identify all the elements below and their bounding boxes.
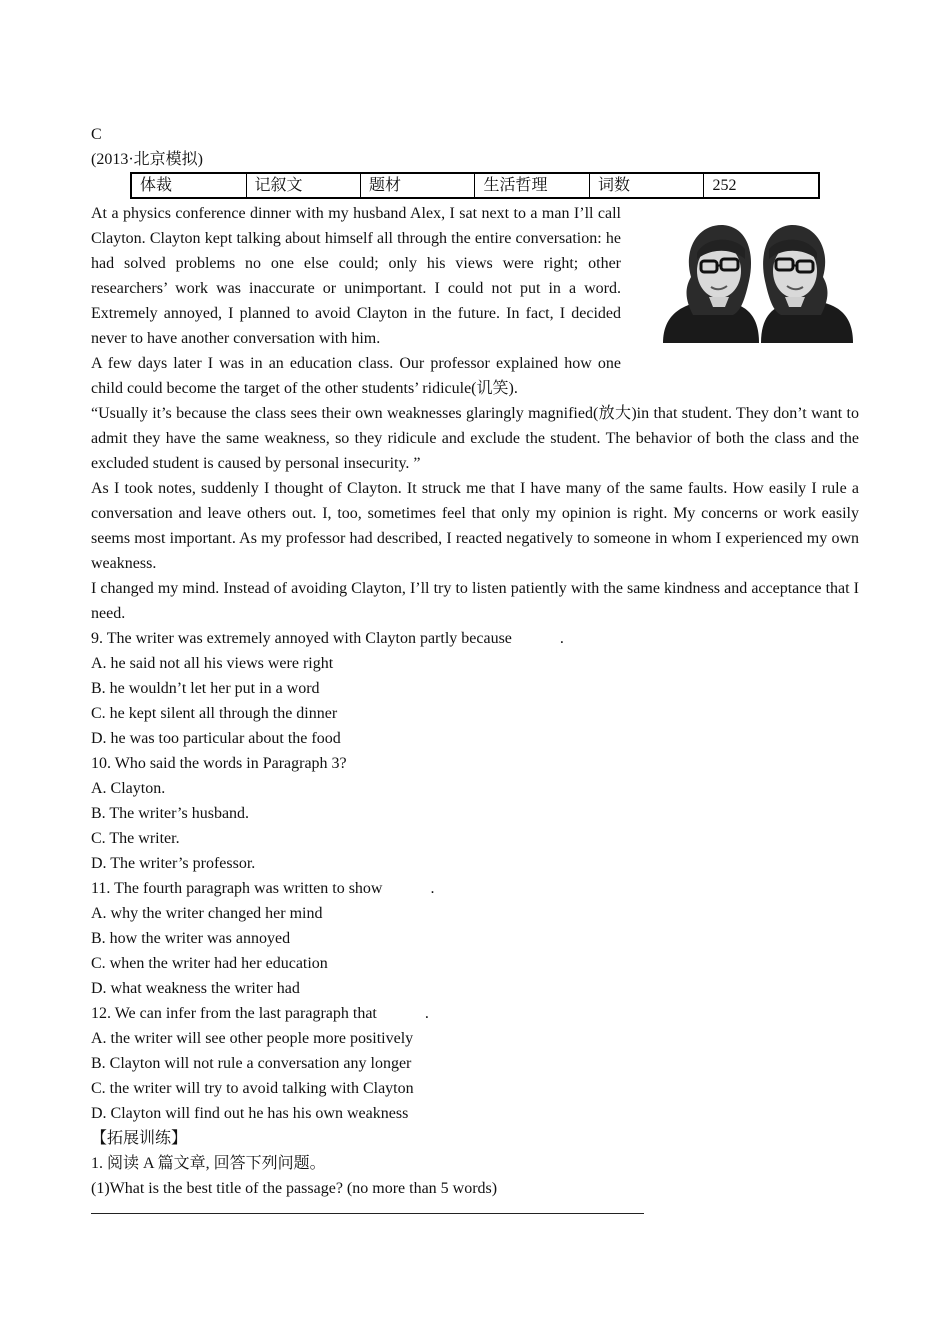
passage-paragraph-2: A few days later I was in an education class. Our professor explained how one child could become the target of the other students’ ridicule(讥笑). (91, 355, 621, 397)
option: C. The writer. (91, 830, 180, 847)
option: C. he kept silent all through the dinner (91, 705, 338, 722)
option: B. he wouldn’t let her put in a word (91, 680, 320, 697)
info-cell-wordcount-label: 词数 (589, 173, 703, 198)
question-11: 11. The fourth paragraph was written to show . A. why the writer changed her mind B. how the writer was annoyed C. when the writer had her education D. what weakness the writer had (91, 876, 859, 1001)
option: A. he said not all his views were right (91, 655, 334, 672)
info-cell-genre-value: 记叙文 (246, 173, 360, 198)
option: A. why the writer changed her mind (91, 905, 323, 922)
extension-task: 1. 阅读 A 篇文章, 回答下列问题。 (91, 1155, 326, 1172)
section-letter: C (91, 126, 102, 143)
passage-top (91, 201, 859, 401)
extension-question-1: (1)What is the best title of the passage? (no more than 5 words) (91, 1180, 498, 1197)
option: B. Clayton will not rule a conversation any longer (91, 1055, 412, 1072)
option: D. he was too particular about the food (91, 730, 341, 747)
question-10 (91, 751, 859, 876)
question-stem: 11. The fourth paragraph was written to show (91, 880, 383, 897)
option: A. Clayton. (91, 780, 166, 797)
question-stem: 9. The writer was extremely annoyed with Clayton partly because (91, 630, 512, 647)
option: C. when the writer had her education (91, 955, 328, 972)
info-cell-genre-label: 体裁 (131, 173, 246, 198)
illustration-svg (653, 219, 859, 343)
passage-paragraph-4: As I took notes, suddenly I thought of Clayton. It struck me that I have many of the same faults. How easily I rule a conversation and leave others out. I, too, sometimes feel that only my opinion is right. My concerns or work easily seems most important. As my professor had described, I reacted negatively to someone in whom I experienced my own weakness. (91, 480, 859, 572)
option: D. Clayton will find out he has his own weakness (91, 1105, 409, 1122)
question-12: 12. We can infer from the last paragraph that . A. the writer will see other people more positively B. Clayton will not rule a conversation any longer C. the writer will try to avoid talking with Clayton D. Clayton will find out he has his own weakness (91, 1001, 859, 1126)
option: B. how the writer was annoyed (91, 930, 291, 947)
option: C. the writer will try to avoid talking with Clayton (91, 1080, 414, 1097)
info-cell-topic-label: 题材 (360, 173, 474, 198)
option: B. The writer’s husband. (91, 805, 250, 822)
option: D. The writer’s professor. (91, 855, 256, 872)
option: A. the writer will see other people more positively (91, 1030, 414, 1047)
info-cell-wordcount-value: 252 (704, 173, 819, 198)
passage-paragraph-5: I changed my mind. Instead of avoiding Clayton, I’ll try to listen patiently with the same kindness and acceptance that I need. (91, 580, 859, 622)
illustration-two-women (653, 219, 859, 343)
passage-paragraph-3: “Usually it’s because the class sees their own weaknesses glaringly magnified(放大)in that student. They don’t want to admit they have the same weakness, so they ridicule and exclude the student. The behavior of both the class and the excluded student is caused by personal insecurity. ” (91, 405, 859, 472)
answer-line[interactable] (91, 1201, 859, 1226)
question-stem: 12. We can infer from the last paragraph that (91, 1005, 377, 1022)
info-table (130, 172, 820, 199)
info-cell-topic-value: 生活哲理 (475, 173, 589, 198)
question-9: 9. The writer was extremely annoyed with Clayton partly because . A. he said not all his views were right B. he wouldn’t let her put in a word C. he kept silent all through the dinner D. he was too particular about the food (91, 626, 859, 751)
document-page (91, 122, 859, 1226)
extension-heading: 【拓展训练】 (91, 1130, 188, 1147)
source-note: (2013·北京模拟) (91, 151, 203, 168)
option: D. what weakness the writer had (91, 980, 300, 997)
question-stem: 10. Who said the words in Paragraph 3? (91, 755, 347, 772)
passage-paragraph-1: At a physics conference dinner with my husband Alex, I sat next to a man I’ll call Clayton. Clayton kept talking about himself all through the entire conversation: he had solved problems no one else could; only his views were right; other researchers’ work was inaccurate or unimportant. I could not put in a word. Extremely annoyed, I planned to avoid Clayton in the future. In fact, I decided never to have another conversation with him. (91, 205, 621, 347)
